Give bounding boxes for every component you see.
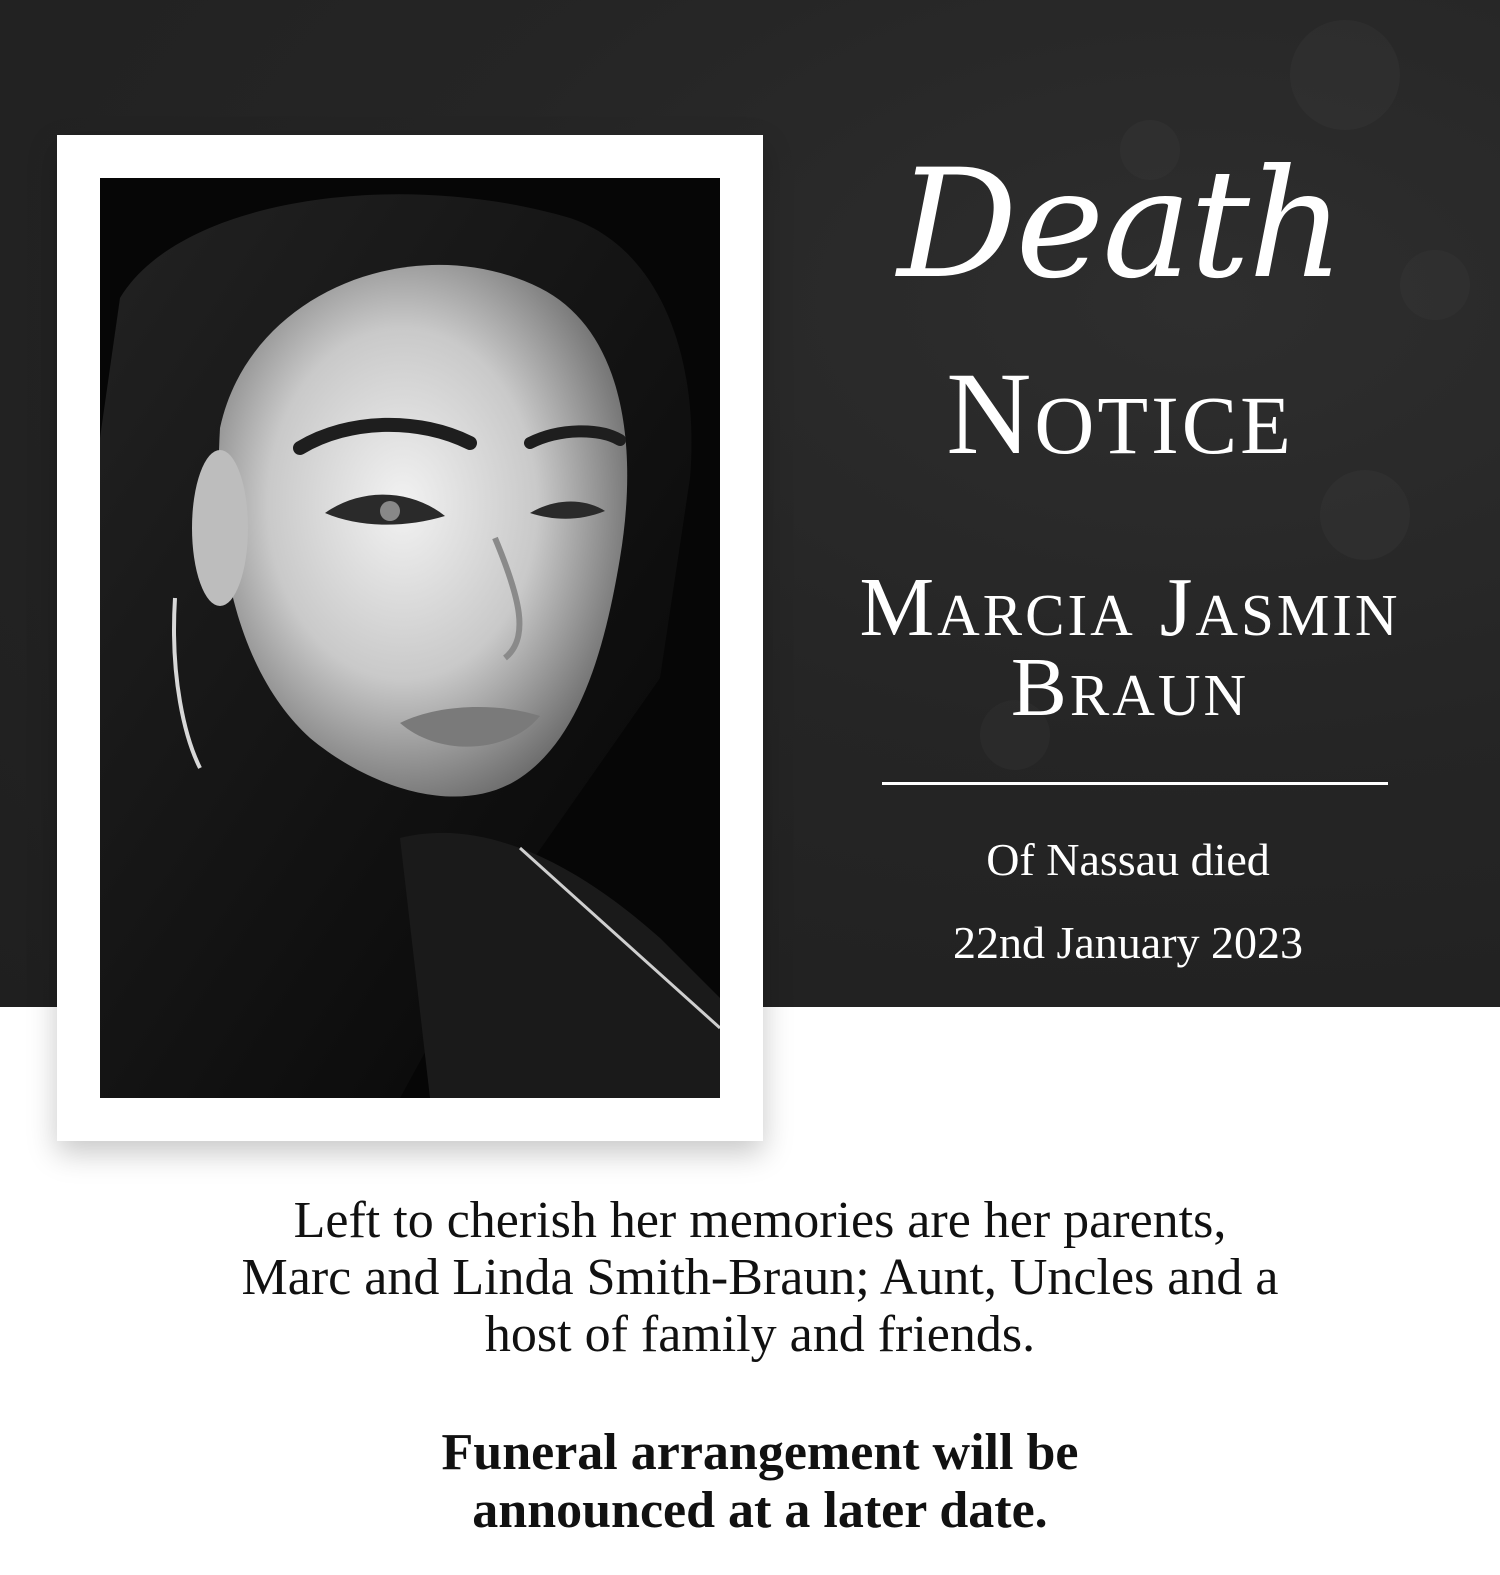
deceased-name-line1: Marcia Jasmin [859,561,1401,654]
survivors-paragraph [100,1192,1420,1363]
deceased-name-line2: Braun [1010,641,1250,734]
survivors-line: Marc and Linda Smith-Braun; Aunt, Uncles and a [241,1249,1279,1306]
survivors-line: Left to cherish her memories are her parents, [293,1192,1227,1249]
portrait-frame [57,135,763,1141]
date-of-death: 22nd January 2023 [952,917,1304,968]
divider-line [882,782,1388,785]
portrait-photo [100,178,720,1098]
funeral-line: Funeral arrangement will be [441,1424,1079,1481]
deceased-name [770,561,1490,734]
notice-title-script: Death [897,138,1343,312]
survivors-line: host of family and friends. [484,1306,1036,1363]
place-of-death: Of Nassau died [986,834,1270,885]
funeral-announcement [100,1424,1420,1540]
notice-title-caps: Notice [946,348,1294,479]
funeral-line: announced at a later date. [472,1482,1048,1539]
